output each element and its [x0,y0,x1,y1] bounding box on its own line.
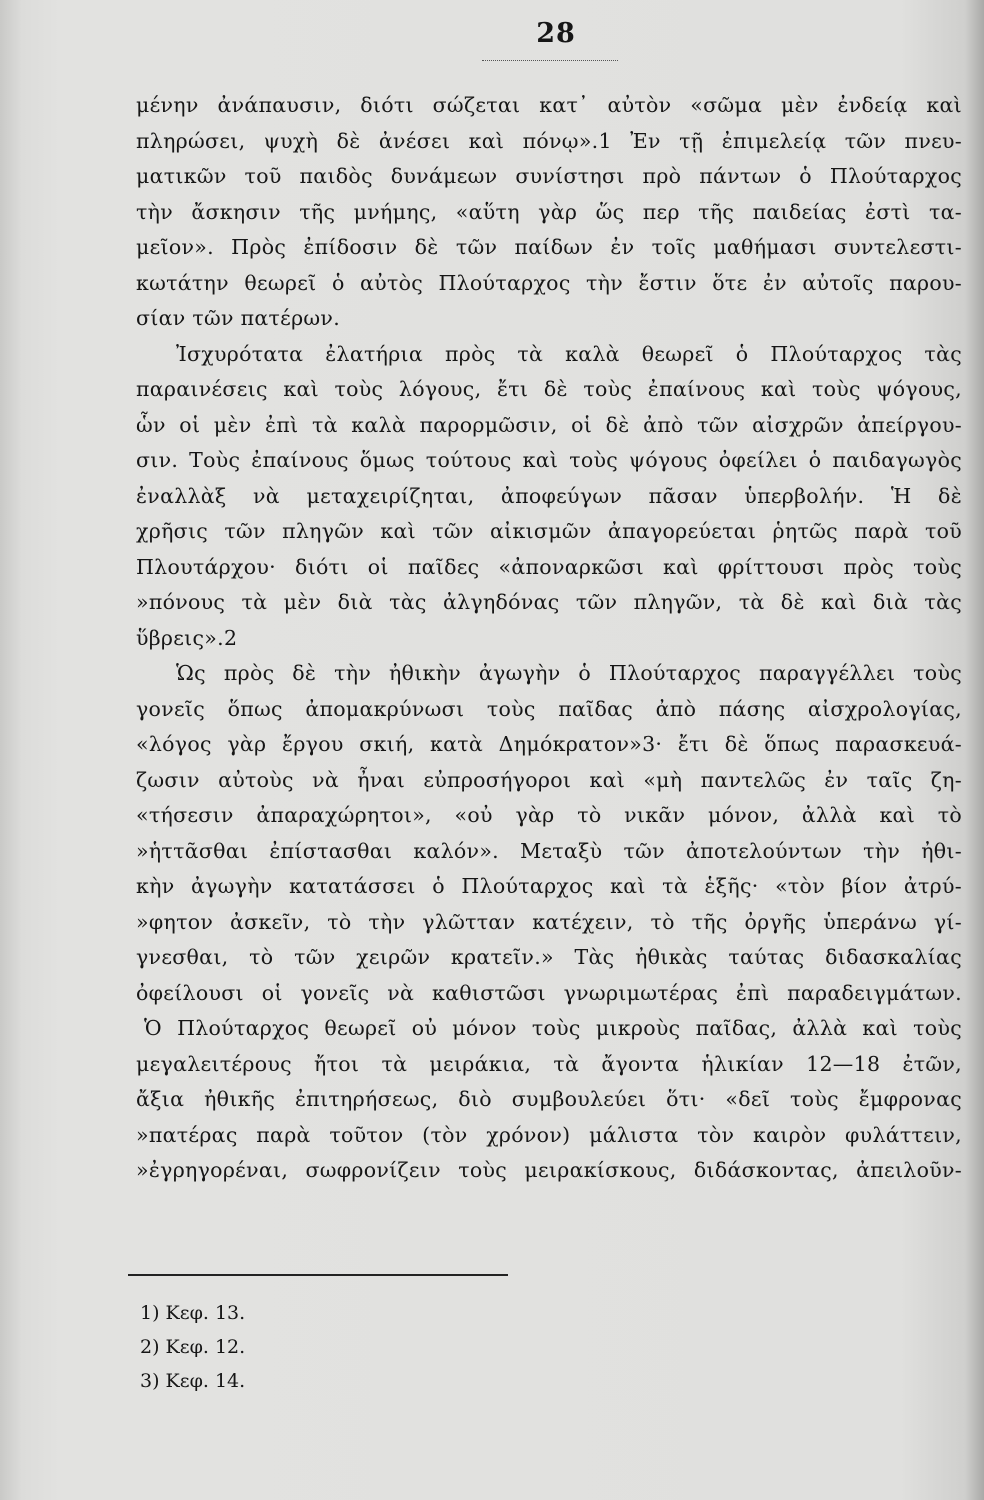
text-line: »ἡττᾶσθαι ἐπίστασθαι καλόν». Μεταξὺ τῶν ἀποτελούντων τὴν ἠθι- [136,838,962,863]
text-line: Ἰσχυρότατα ἐλατήρια πρὸς τὰ καλὰ θεωρεῖ ὁ Πλούταρχος τὰς [176,341,962,366]
text-line: ὧν οἱ μὲν ἐπὶ τὰ καλὰ παρορμῶσιν, οἱ δὲ ἀπὸ τῶν αἰσχρῶν ἀπείργου- [136,412,962,437]
text-line: »φητον ἀσκεῖν, τὸ τὴν γλῶτταν κατέχειν, τὸ τῆς ὀργῆς ὑπεράνω γί- [136,909,962,934]
text-line: μεγαλειτέρους ἤτοι τὰ μειράκια, τὰ ἄγοντα ἡλικίαν 12—18 ἐτῶν, [136,1051,962,1076]
text-line: σίαν τῶν πατέρων. [136,306,341,330]
text-line: γνεσθαι, τὸ τῶν χειρῶν κρατεῖν.» Τὰς ἠθικὰς ταύτας διδασκαλίας [136,945,962,969]
text-line: παραινέσεις καὶ τοὺς λόγους, ἔτι δὲ τοὺς ἐπαίνους καὶ τοὺς ψόγους, [136,377,962,401]
text-line: Ὡς πρὸς δὲ τὴν ἠθικὴν ἀγωγὴν ὁ Πλούταρχος παραγγέλλει τοὺς [176,661,962,685]
text-line: πληρώσει, ψυχὴ δὲ ἀνέσει καὶ πόνῳ».1 Ἐν τῇ ἐπιμελείᾳ τῶν πνευ- [136,128,962,153]
text-line: ἄξια ἠθικῆς ἐπιτηρήσεως, διὸ συμβουλεύει ὅτι· «δεῖ τοὺς ἔμφρονας [136,1087,962,1111]
text-line: »πόνους τὰ μὲν διὰ τὰς ἀλγηδόνας τῶν πληγῶν, τὰ δὲ καὶ διὰ τὰς [136,590,962,614]
text-line: Πλουτάρχου· διότι οἱ παῖδες «ἀποναρκῶσι καὶ φρίττουσι πρὸς τοὺς [136,554,962,579]
text-line: ζωσιν αὐτοὺς νὰ ἦναι εὐπροσήγοροι καὶ «μὴ παντελῶς ἐν ταῖς ζη- [136,767,962,792]
text-line: γονεῖς ὅπως ἀπομακρύνωσι τοὺς παῖδας ἀπὸ πάσης αἰσχρολογίας, [136,696,962,721]
text-line: σιν. Τοὺς ἐπαίνους ὅμως τούτους καὶ τοὺς ψόγους ὀφείλει ὁ παιδαγωγὸς [136,448,962,472]
text-line: μένην ἀνάπαυσιν, διότι σώζεται κατ᾽ αὐτὸν «σῶμα μὲν ἐνδείᾳ καὶ [136,93,962,117]
body-text [136,88,962,1189]
page-number: 28 [536,18,576,49]
paragraph [136,88,962,337]
footnote: 3) Κεφ. 14. [140,1370,246,1392]
footnotes [140,1296,245,1398]
text-line: «λόγος γὰρ ἔργου σκιή, κατὰ Δημόκρατον»3· ἔτι δὲ ὅπως παρασκευά- [136,732,962,756]
header-dotted-rule [482,60,618,61]
text-line: ὕβρεις».2 [136,625,238,650]
text-line: ὀφείλουσι οἱ γονεῖς νὰ καθιστῶσι γνωριμωτέρας ἐπὶ παραδειγμάτων. [136,980,962,1005]
text-line: κωτάτην θεωρεῖ ὁ αὐτὸς Πλούταρχος τὴν ἔστιν ὅτε ἐν αὐτοῖς παρου- [136,270,962,295]
paragraph [136,337,962,657]
text-line: »ἐγρηγορέναι, σωφρονίζειν τοὺς μειρακίσκους, διδάσκοντας, ἀπειλοῦν- [136,1158,962,1182]
text-line: ἐναλλὰξ νὰ μεταχειρίζηται, ἀποφεύγων πᾶσαν ὑπερβολήν. Ἡ δὲ [136,483,962,508]
paragraph [136,656,962,1011]
text-line: μεῖον». Πρὸς ἐπίδοσιν δὲ τῶν παίδων ἐν τοῖς μαθήμασι συντελεστι- [136,235,962,259]
text-line: κὴν ἀγωγὴν κατατάσσει ὁ Πλούταρχος καὶ τὰ ἑξῆς· «τὸν βίον ἀτρύ- [136,874,962,898]
text-line: Ὁ Πλούταρχος θεωρεῖ οὐ μόνον τοὺς μικροὺς παῖδας, ἀλλὰ καὶ τοὺς [144,1016,962,1040]
text-line: ματικῶν τοῦ παιδὸς δυνάμεων συνίστησι πρὸ πάντων ὁ Πλούταρχος [136,164,962,188]
footnote-separator [128,1274,508,1276]
text-line: τὴν ἄσκησιν τῆς μνήμης, «αὕτη γὰρ ὥς περ τῆς παιδείας ἐστὶ τα- [136,199,962,224]
text-line: »πατέρας παρὰ τοῦτον (τὸν χρόνον) μάλιστα τὸν καιρὸν φυλάττειν, [136,1122,962,1147]
text-line: χρῆσις τῶν πληγῶν καὶ τῶν αἰκισμῶν ἀπαγορεύεται ῥητῶς παρὰ τοῦ [136,519,962,543]
paragraph [136,1011,962,1189]
footnote: 1) Κεφ. 13. [140,1302,246,1324]
text-line: «τήσεσιν ἀπαραχώρητοι», «οὐ γὰρ τὸ νικᾶν μόνον, ἀλλὰ καὶ τὸ [136,803,962,827]
footnote: 2) Κεφ. 12. [140,1336,246,1358]
